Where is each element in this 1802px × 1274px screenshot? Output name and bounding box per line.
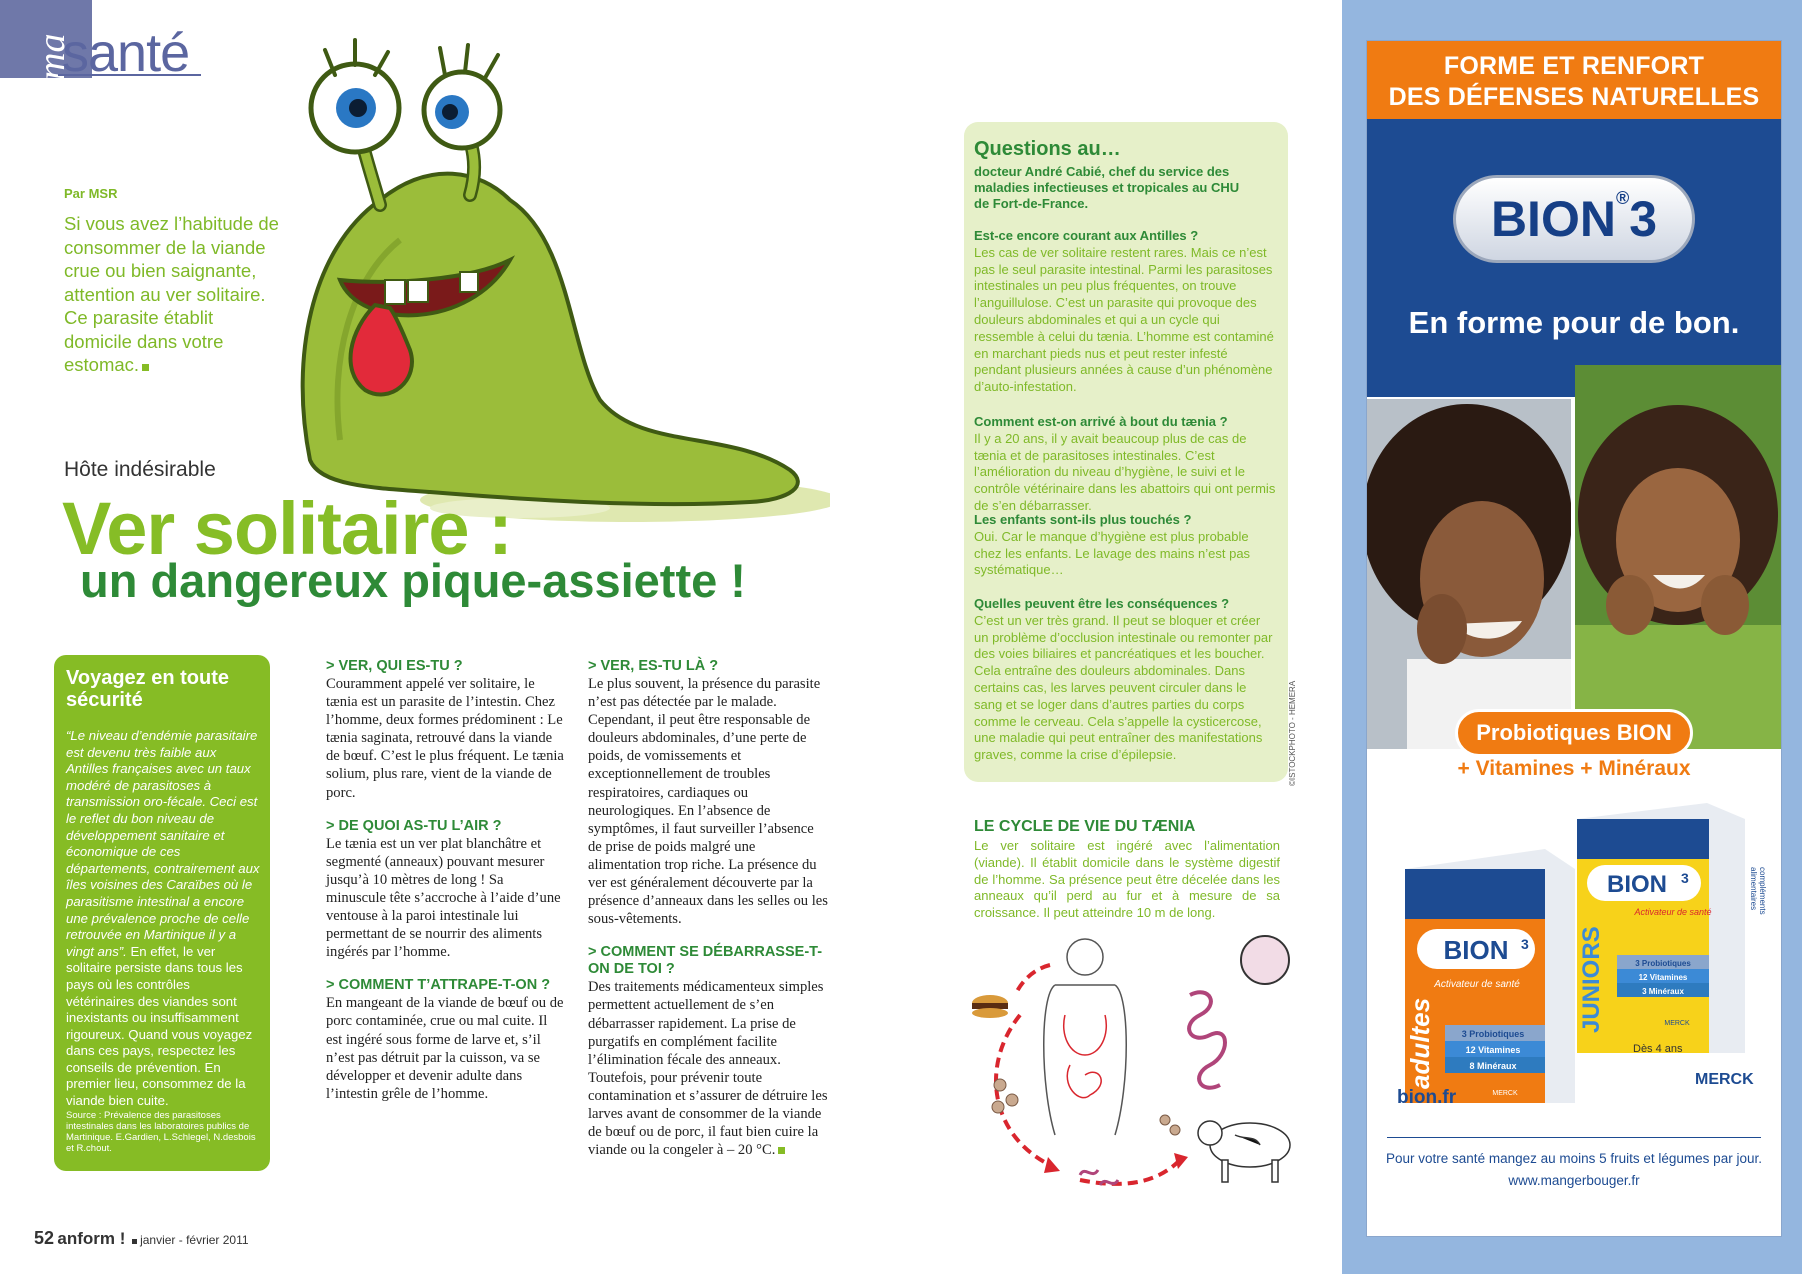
tapeworm-cycle-diagram [960,935,1320,1195]
byline: Par MSR [64,186,118,201]
svg-text:Activateur de santé: Activateur de santé [1634,907,1712,917]
travel-box [54,655,270,1171]
article-column-1 [326,658,566,1119]
section-heading: > VER, QUI ES-TU ? [326,658,463,674]
interview-subtitle: docteur André Cabié, chef du service des maladies infectieuses et tropicales au CHU de Fort-de-France. [974,164,1240,211]
section-prefix: ma [31,33,73,80]
product-box-juniors [1577,803,1745,1053]
question: Est-ce encore courant aux Antilles ? [974,228,1199,243]
page-number: 52 [34,1228,55,1248]
svg-text:12 Vitamines: 12 Vitamines [1638,973,1688,982]
travel-box-title: Voyagez en toute sécurité [66,667,229,711]
ad-pill-badge: Probiotiques BION [1455,709,1693,757]
qa-item [974,228,1278,396]
svg-text:BION: BION [1443,935,1509,965]
product-box-adultes [1405,849,1575,1103]
svg-text:Activateur de santé: Activateur de santé [1434,979,1520,990]
human-body-icon [1044,939,1127,1135]
svg-text:adultes: adultes [1405,997,1435,1089]
bion-advertisement [1366,40,1782,1237]
qa-item [974,512,1278,579]
ad-blue-panel [1367,119,1781,397]
cow-icon [1198,1121,1290,1182]
merck-logo: MERCK [1695,1071,1754,1088]
article-subtitle: un dangereux pique-assiette ! [80,554,746,607]
magazine-name: anform ! [57,1229,126,1248]
ad-age: Dès 4 ans [1633,1043,1683,1055]
ad-url-link[interactable]: bion.fr [1397,1087,1457,1108]
article-column-2 [588,658,828,1175]
ad-subline: + Vitamines + Minéraux [1457,757,1691,780]
section-text: En mangeant de la viande de bœuf ou de porc contaminée, crue ou mal cuite. Il est ingéré sous forme de larve et, s’il n’est pas détruit par la cuisson, va se développer et devenir adulte dans l’intestin grêle de l’homme. [326,995,564,1102]
ad-health-notice: Pour votre santé mangez au moins 5 fruits et légumes par jour. [1386,1151,1762,1166]
cycle-title: LE CYCLE DE VIE DU TÆNIA [974,818,1196,835]
svg-text:MERCK: MERCK [1492,1090,1518,1097]
svg-text:BION: BION [1607,871,1667,898]
answer: C’est un ver très grand. Il peut se bloquer et créer un problème d’occlusion intestinale ou remonter par des voies biliaires et pancréatiques et les boucher. Cela entraîne des douleurs abdominales. Dans certains cas, les larves peuvent circuler dans le sang et se loger dans d’autres parties du corps comme le cerveau. Cela s’appelle la cysticercose, une maladie qui peut entraîner des manifestations graves, comme la crise d’épilepsie. [974,612,1273,763]
question: Les enfants sont-ils plus touchés ? [974,512,1192,527]
svg-text:12 Vitamines: 12 Vitamines [1465,1045,1521,1055]
svg-text:MERCK: MERCK [1664,1020,1690,1027]
svg-text:JUNIORS: JUNIORS [1578,926,1605,1033]
ad-headline: FORME ET RENFORT DES DÉFENSES NATURELLES [1388,52,1760,111]
article-title: Ver solitaire : [62,487,512,570]
ad-tagline: En forme pour de bon. [1408,305,1740,340]
qa-item [974,596,1278,764]
article-kicker: Hôte indésirable [64,458,216,481]
travel-box-source: Source : Prévalence des parasitoses intestinales dans les laboratoires publics de Martinique. E.Gardien, L.Schlegel, N.desbois et R.chout. [66,1110,256,1154]
cycle-text: Le ver solitaire est ingéré avec l’alimentation (viande). Il établit domicile dans le système digestif de l’homme. Sa présence peut être décelée dans les anneaux qu’il perd au fur et à mesure de sa croissance. Il peut atteindre 10 m de long. [974,838,1280,921]
bion-logo: BION®3 [1453,175,1695,263]
question: Comment est-on arrivé à bout du tænia ? [974,414,1228,429]
svg-text:3 Minéraux: 3 Minéraux [1642,987,1684,996]
issue-date: janvier - février 2011 [140,1233,249,1247]
svg-text:3 Probiotiques: 3 Probiotiques [1461,1029,1525,1039]
question: Quelles peuvent être les conséquences ? [974,596,1230,611]
section-text: Le tænia est un ver plat blanchâtre et segmenté (anneaux) pouvant mesurer jusqu’à 10 mètres de long ! Sa minuscule tête s’accroche à l’aide d’une ventouse à la paroi intestinale lui permettant de se nourrir des aliments ingérés par l’homme. [326,835,561,961]
section-heading: > VER, ES-TU LÀ ? [588,658,719,674]
interview-box [964,122,1288,782]
svg-text:8 Minéraux: 8 Minéraux [1469,1061,1517,1071]
qa-item [974,414,1278,515]
section-text: Des traitements médicamenteux simples permettent actuellement de s’en débarrasser rapidement. La prise de purgatifs en complément facilite l’élimination fécale des anneaux. Toutefois, pour prévenir toute contamination et s’assurer de détruire les larves avant de consommer de la viande de bœuf ou de porc, il faut bien cuire la viande ou la congeler à – 20 °C. [588,979,828,1159]
answer: Les cas de ver solitaire restent rares. Mais ce n’est pas le seul parasite intestinal. Parmi les parasitoses intestinales un peu plus fréquentes, on trouve l’anguillulose. C’est un parasite qui provoque des douleurs abdominales et qui a un cycle qui ressemble à celui du tænia. L’homme est contaminé en marchant pieds nus et peut rester infesté pendant plusieurs années à cause d’un phénomène d’auto-infestation. [974,244,1274,395]
slug-illustration [270,30,830,530]
eggs-icon [992,1079,1180,1135]
ad-vertical-label: compléments alimentaires [1749,867,1767,915]
section-title: santé [62,23,190,83]
burger-icon [972,995,1008,1018]
section-heading: > COMMENT SE DÉBARRASSE-T-ON DE TOI ? [588,944,823,978]
ad-health-url[interactable]: www.mangerbouger.fr [1508,1173,1640,1188]
interview-title: Questions au… [974,138,1121,160]
article-intro: Si vous avez l’habitude de consommer de la viande crue ou bien saignante, attention au ver solitaire. Ce parasite établit domicile dans votre estomac. [64,213,279,375]
svg-text:3: 3 [1521,936,1529,952]
page-footer [34,1228,249,1249]
section-text: Couramment appelé ver solitaire, le tænia est un parasite de l’intestin. Chez l’homme, deux formes prédominent : Le tænia saginata, retrouvé dans la viande de bœuf. C’est le plus fréquent. Le tænia solium, plus rare, vient de la viande de porc. [326,676,564,801]
section-heading: > DE QUOI AS-TU L’AIR ? [326,817,502,834]
answer: Il y a 20 ans, il y avait beaucoup plus de cas de tænia et de parasitoses intestinales. C’est l’amélioration du niveau d’hygiène, le suivi et le contrôle vétérinaire dans les abattoirs qui ont permis de s’en débarrasser. [974,430,1276,513]
answer: Oui. Car le manque d’hygiène est plus probable chez les enfants. Le lavage des mains n’est pas systématique… [974,528,1251,578]
section-text: Le plus souvent, la présence du parasite n’est pas détectée par le malade. Cependant, il peut être responsable de douleurs abdominales, d’une perte de poids, de vomissements et exceptionnellement de troubles respiratoires, cardiaques ou neurologiques. En l’absence de symptômes, il faut surveiller l’absence de prise de poids malgré une alimentation trop riche. La présence du ver est généralement découverte par la présence d’anneaux dans les selles ou les sous-vêtements. [588,676,828,928]
svg-text:3: 3 [1681,870,1689,886]
end-mark-icon [778,1147,785,1154]
child-photo [1575,365,1781,749]
tapeworm-icon [1189,936,1289,1088]
photo-credit: ©ISTOCKPHOTO - HEMERA [1288,680,1297,786]
ad-divider [1387,1137,1761,1138]
separator-icon [132,1239,137,1244]
section-heading: > COMMENT T’ATTRAPE-T-ON ? [326,977,551,994]
svg-text:3 Probiotiques: 3 Probiotiques [1635,959,1691,968]
travel-box-text: “Le niveau d’endémie parasitaire est devenu très faible aux Antilles françaises avec un taux modéré de parasitoses à transmission oro-fécale. Ceci est le reflet du bon niveau de développement sanitaire et économique de ces départements, contrairement aux îles voisines des Caraïbes où le parasitisme intestinal a encore une prévalence proche de celle retrouvée en Martinique il y a vingt ans”. En effet, le ver solitaire persiste dans tous les pays où les contrôles vétérinaires des viandes sont inexistants ou insuffisamment rigoureux. Quand vous voyagez dans ces pays, respectez les conseils de prévention. En premier lieu, consommez de la viande bien cuite. [66,728,260,1109]
woman-photo [1367,399,1571,749]
end-mark-icon [142,364,149,371]
